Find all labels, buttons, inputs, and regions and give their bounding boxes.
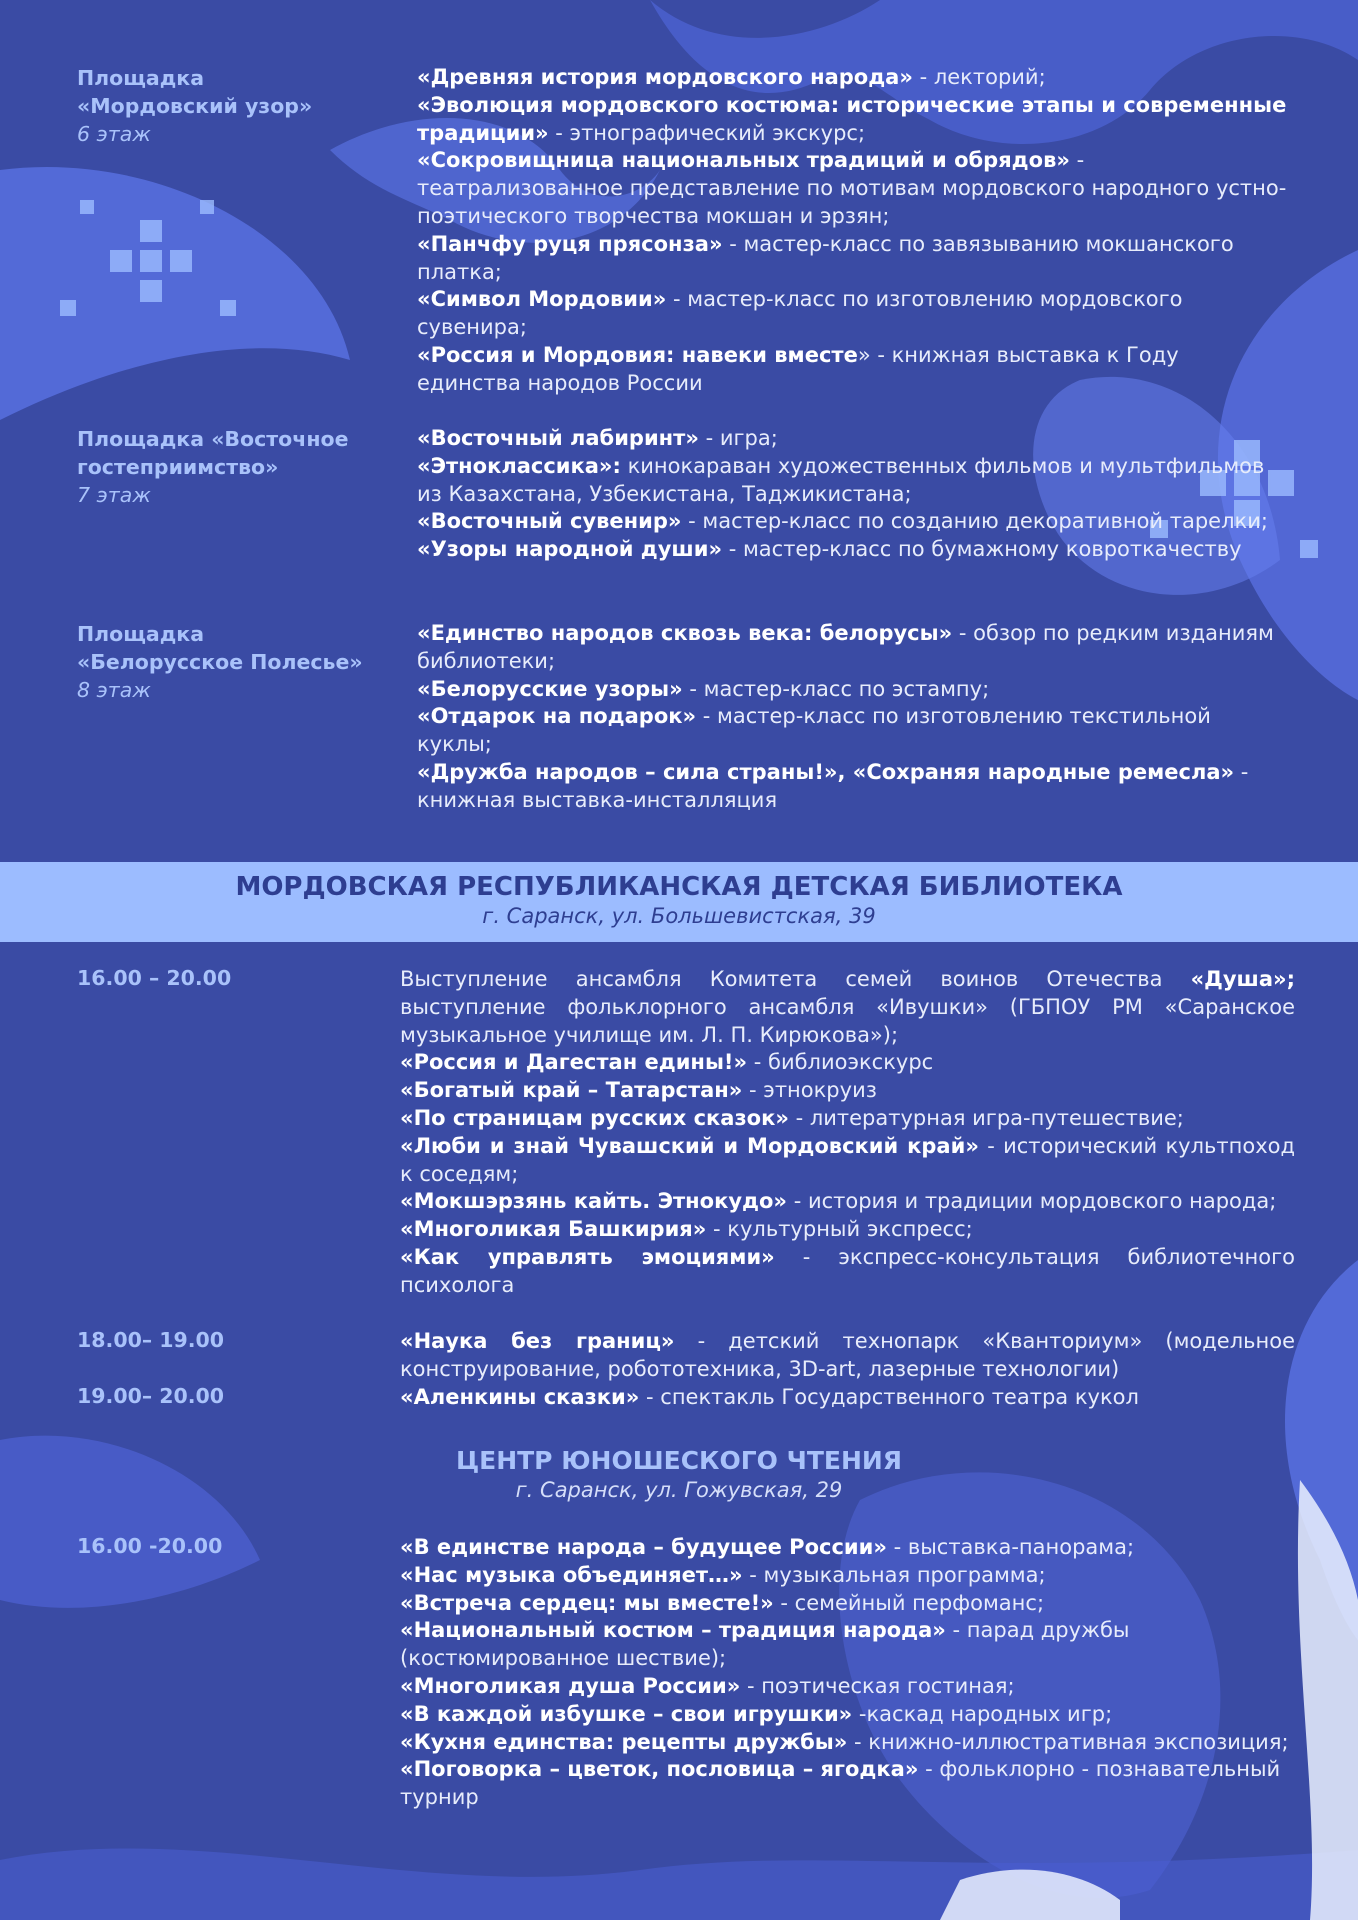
event-item: «Единство народов сквозь века: белорусы» - обзор по редким изданиям библиотеки; [417, 621, 1274, 673]
event-item: «Национальный костюм – традиция народа» - парад дружбы (костюмированное шествие); [400, 1618, 1130, 1671]
venue-eastern-hospitality [77, 425, 1287, 564]
venue-name-line: «Мордовский узор» [77, 94, 313, 118]
event-item: «Встреча сердец: мы вместе!» - семейный перфоманс; [400, 1590, 1045, 1615]
event-item: «Этноклассика»: кинокараван художественных фильмов и мультфильмов из Казахстана, Узбекистана, Таджикистана; [417, 453, 1265, 506]
event-item: «Панчфу руця прясонза» - мастер-класс по завязыванию мокшанского платка; [417, 231, 1234, 284]
library-address: г. Саранск, ул. Большевистская, 39 [482, 904, 876, 928]
event-item: «Нас музыка объединяет…» - музыкальная программа; [400, 1562, 1046, 1587]
venue-label [77, 620, 417, 815]
library-block-science [77, 1328, 1295, 1384]
youth-center-block [77, 1534, 1295, 1812]
venue-events [417, 620, 1287, 815]
event-item: «Россия и Мордовия: навеки вместе» - книжная выставка к Году единства народов России [417, 342, 1179, 395]
time-slot: 19.00– 20.00 [77, 1384, 225, 1408]
event-item: «По страницам русских сказок» - литературная игра-путешествие; [400, 1105, 1184, 1130]
event-item: «Многоликая душа России» - поэтическая гостиная; [400, 1673, 1015, 1698]
youth-events [400, 1534, 1295, 1812]
event-item: «Многоликая Башкирия» - культурный экспресс; [400, 1217, 973, 1242]
library-events [400, 1328, 1295, 1384]
event-item: «Как управлять эмоциями» - экспресс-консультация библиотечного психолога [400, 1244, 1295, 1297]
venue-floor: 7 этаж [77, 483, 151, 507]
event-item: «Восточный сувенир» - мастер-класс по созданию декоративной тарелки; [417, 509, 1268, 534]
venue-name-line: «Белорусское Полесье» [77, 650, 363, 674]
library-title: МОРДОВСКАЯ РЕСПУБЛИКАНСКАЯ ДЕТСКАЯ БИБЛИОТЕКА [235, 872, 1123, 902]
event-item: «Люби и знай Чувашский и Мордовский край» - исторический культпоход к соседям; [400, 1133, 1295, 1186]
event-item: «Эволюция мордовского костюма: исторические этапы и современные традиции» - этнографический экскурс; [417, 92, 1287, 145]
venue-label [77, 64, 417, 398]
library-events [400, 966, 1295, 1300]
venue-events [417, 425, 1287, 564]
venue-name-line: Площадка [77, 66, 205, 90]
venue-belarusian-polesie [77, 620, 1287, 815]
library-events [400, 1384, 1295, 1412]
venue-name-line: Площадка [77, 622, 205, 646]
venue-name-line: гостеприимство» [77, 455, 279, 479]
library-block-main [77, 966, 1295, 1300]
event-item: «Узоры народной души» - мастер-класс по бумажному ковроткачеству [417, 537, 1242, 562]
venue-label [77, 425, 417, 564]
venue-floor: 6 этаж [77, 122, 151, 146]
time-slot: 16.00 -20.00 [77, 1534, 223, 1558]
event-item: «Аленкины сказки» - спектакль Государственного театра кукол [400, 1385, 1139, 1409]
event-item: «Богатый край – Татарстан» - этнокруиз [400, 1078, 877, 1103]
event-item: «Отдарок на подарок» - мастер-класс по изготовлению текстильной куклы; [417, 704, 1211, 757]
event-item: «Россия и Дагестан едины!» - библиоэкскурс [400, 1050, 934, 1075]
event-item: «Древняя история мордовского народа» - лекторий; [417, 65, 1046, 89]
library-block-puppet [77, 1384, 1295, 1412]
time-slot: 16.00 – 20.00 [77, 966, 232, 990]
event-item: «Сокровищница национальных традиций и обрядов» - театрализованное представление по мотивам мордовского народного устно-поэтического творчества мокшан и эрзян; [417, 148, 1287, 228]
venue-events [417, 64, 1287, 398]
event-item: «В каждой избушке – свои игрушки» -каскад народных игр; [400, 1701, 1113, 1726]
event-item: «Кухня единства: рецепты дружбы» - книжно-иллюстративная экспозиция; [400, 1729, 1289, 1754]
event-item: «Наука без границ» - детский технопарк «Кванториум» (модельное конструирование, робототехника, 3D-art, лазерные технологии) [400, 1329, 1296, 1381]
time-slot: 18.00– 19.00 [77, 1328, 225, 1352]
youth-center-title: ЦЕНТР ЮНОШЕСКОГО ЧТЕНИЯ [455, 1446, 903, 1475]
event-item: «Восточный лабиринт» - игра; [417, 426, 778, 450]
venue-mordovian-pattern [77, 64, 1287, 398]
event-item: «Дружба народов – сила страны!», «Сохраняя народные ремесла» - книжная выставка-инсталляция [417, 759, 1249, 812]
event-item: «Белорусские узоры» - мастер-класс по эстампу; [417, 676, 990, 701]
library-banner [0, 862, 1358, 942]
event-item: «Символ Мордовии» - мастер-класс по изготовлению мордовского сувенира; [417, 287, 1183, 340]
event-item: «Мокшэрзянь кайть. Этнокудо» - история и традиции мордовского народа; [400, 1189, 1277, 1214]
youth-center-heading [0, 1446, 1358, 1504]
youth-center-address: г. Саранск, ул. Гожувская, 29 [515, 1478, 843, 1502]
event-item: «Поговорка – цветок, пословица – ягодка» - фольклорно - познавательный турнир [400, 1757, 1281, 1810]
venue-floor: 8 этаж [77, 678, 151, 702]
event-item: «В единстве народа – будущее России» - выставка-панорама; [400, 1535, 1135, 1559]
event-item: Выступление ансамбля Комитета семей воинов Отечества «Душа»; выступление фольклорного ансамбля «Ивушки» (ГБПОУ РМ «Саранское музыкальное училище им. Л. П. Кирюкова»); [400, 967, 1295, 1047]
venue-name-line: Площадка «Восточное [77, 427, 349, 451]
